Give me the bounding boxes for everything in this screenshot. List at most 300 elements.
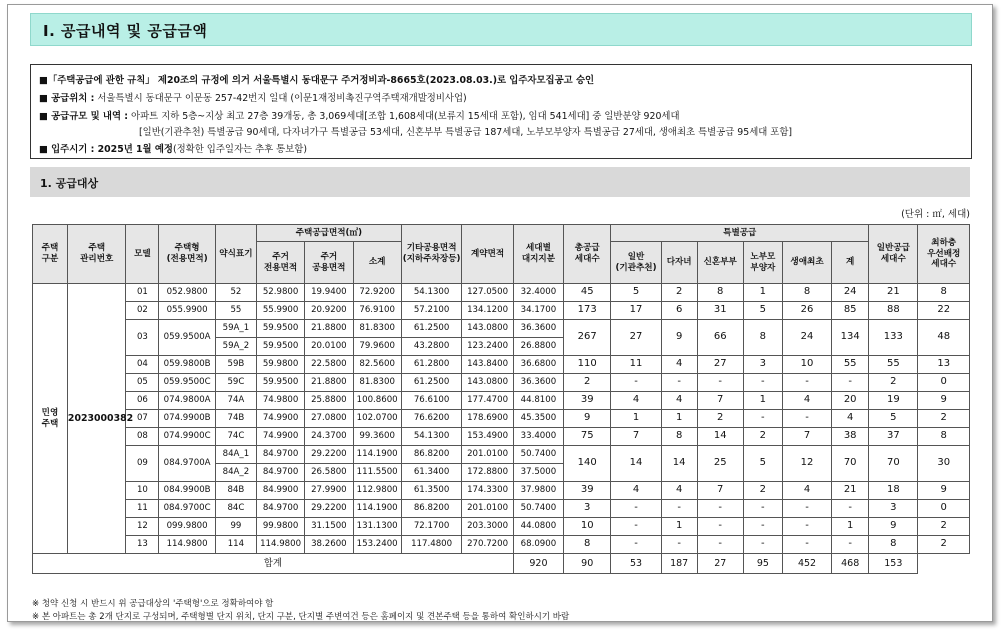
th-special-group: 특별공급 <box>611 225 869 242</box>
subtotal-area-cell: 76.9100 <box>353 302 401 320</box>
th-lowest-floor: 최하층 우선배정 세대수 <box>918 225 970 284</box>
land-share-cell: 45.3500 <box>513 410 563 428</box>
land-share-cell: 36.3600 <box>513 320 563 338</box>
totals-first-cell: 95 <box>743 554 782 574</box>
contract-area-cell: 123.2400 <box>462 338 513 356</box>
general-count-cell: 133 <box>869 320 918 356</box>
sum-count-cell: - <box>832 500 869 518</box>
model-cell: 10 <box>126 482 159 500</box>
subtotal-area-cell: 81.8300 <box>353 320 401 338</box>
short-label-cell: 99 <box>215 518 256 536</box>
land-share-cell: 44.8100 <box>513 392 563 410</box>
lowest-count-cell: 13 <box>918 356 970 374</box>
table-row <box>33 392 970 410</box>
other-common-cell: 61.3500 <box>401 482 462 500</box>
totals-lowest-cell: 153 <box>869 554 918 574</box>
land-share-cell: 50.7400 <box>513 500 563 518</box>
other-common-cell: 43.2800 <box>401 338 462 356</box>
table-row <box>33 428 970 446</box>
totals-elder-cell: 27 <box>697 554 743 574</box>
exclusive-area-cell: 84.9700 <box>256 464 304 482</box>
contract-area-cell: 143.8400 <box>462 356 513 374</box>
th-area-common: 주거 공용면적 <box>305 242 353 284</box>
general-count-cell: 55 <box>869 356 918 374</box>
move-in-line: ■ 입주시기 : 2025년 1월 예정(정확한 입주일자는 추후 통보함) <box>39 144 307 155</box>
lowest-count-cell: 2 <box>918 536 970 554</box>
total-supply-cell: 267 <box>564 320 611 356</box>
approval-line: ■「주택공급에 관한 규칙」 제20조의 규정에 의거 서울특별시 동대문구 주거정비과-8665호(2023.08.03.)로 입주자모집공고 승인 <box>39 75 595 86</box>
table-row <box>33 536 970 554</box>
first-count-cell: - <box>782 410 831 428</box>
land-share-cell: 32.4000 <box>513 284 563 302</box>
housing-type-cell: 055.9900 <box>159 302 216 320</box>
sum-count-cell: 55 <box>832 356 869 374</box>
contract-area-cell: 201.0100 <box>462 500 513 518</box>
th-sp-multi: 다자녀 <box>661 242 697 284</box>
housing-type-cell: 074.9900B <box>159 410 216 428</box>
exclusive-area-cell: 55.9900 <box>256 302 304 320</box>
housing-type-cell: 074.9800A <box>159 392 216 410</box>
lowest-count-cell: 9 <box>918 482 970 500</box>
th-housing-type: 주택형 (전용면적) <box>159 225 216 284</box>
th-sp-sum: 계 <box>832 242 869 284</box>
sum-count-cell: 85 <box>832 302 869 320</box>
sum-count-cell: 1 <box>832 518 869 536</box>
table-row <box>33 500 970 518</box>
lowest-count-cell: 8 <box>918 284 970 302</box>
subtotal-area-cell: 100.8600 <box>353 392 401 410</box>
lowest-count-cell: 0 <box>918 374 970 392</box>
newly-count-cell: 66 <box>697 320 743 356</box>
totals-sum-cell: 452 <box>782 554 831 574</box>
multi-count-cell: 4 <box>661 482 697 500</box>
land-share-cell: 33.4000 <box>513 428 563 446</box>
subtotal-area-cell: 114.1900 <box>353 446 401 464</box>
table-row <box>33 518 970 536</box>
newly-count-cell: - <box>697 374 743 392</box>
gen-count-cell: 5 <box>611 284 661 302</box>
model-cell: 06 <box>126 392 159 410</box>
model-cell: 07 <box>126 410 159 428</box>
general-count-cell: 5 <box>869 410 918 428</box>
totals-row <box>33 554 970 574</box>
other-common-cell: 61.3400 <box>401 464 462 482</box>
supply-scale-line: ■ 공급규모 및 내역 : 아파트 지하 5층~지상 최고 27층 39개동, 총 3,069세대[조합 1,608세대(보류지 15세대 포함), 임대 541세대] 중 일반분양 920세대 <box>39 111 680 122</box>
subtotal-area-cell: 99.3600 <box>353 428 401 446</box>
table-row <box>33 320 970 338</box>
gen-count-cell: - <box>611 518 661 536</box>
subtotal-area-cell: 114.1900 <box>353 500 401 518</box>
first-count-cell: 10 <box>782 356 831 374</box>
th-sp-elderly: 노부모 부양자 <box>743 242 782 284</box>
totals-general-cell: 468 <box>832 554 869 574</box>
common-area-cell: 21.8800 <box>305 320 353 338</box>
exclusive-area-cell: 59.9500 <box>256 374 304 392</box>
supply-table <box>32 224 970 574</box>
newly-count-cell: 14 <box>697 428 743 446</box>
model-cell: 08 <box>126 428 159 446</box>
total-supply-cell: 39 <box>564 392 611 410</box>
newly-count-cell: 31 <box>697 302 743 320</box>
general-count-cell: 88 <box>869 302 918 320</box>
gen-count-cell: - <box>611 536 661 554</box>
housing-type-cell: 114.9800 <box>159 536 216 554</box>
elder-count-cell: 2 <box>743 482 782 500</box>
housing-type-cell: 099.9800 <box>159 518 216 536</box>
sum-count-cell: 38 <box>832 428 869 446</box>
other-common-cell: 61.2500 <box>401 320 462 338</box>
exclusive-area-cell: 84.9700 <box>256 500 304 518</box>
gen-count-cell: 4 <box>611 482 661 500</box>
housing-type-cell: 059.9500C <box>159 374 216 392</box>
first-count-cell: - <box>782 374 831 392</box>
table-row <box>33 374 970 392</box>
section-title: 1. 공급대상 <box>40 177 99 190</box>
model-cell: 11 <box>126 500 159 518</box>
gen-count-cell: 1 <box>611 410 661 428</box>
general-count-cell: 21 <box>869 284 918 302</box>
multi-count-cell: 4 <box>661 392 697 410</box>
lowest-count-cell: 0 <box>918 500 970 518</box>
short-label-cell: 84B <box>215 482 256 500</box>
th-contract-area: 계약면적 <box>462 225 513 284</box>
totals-newly-cell: 187 <box>661 554 697 574</box>
total-supply-cell: 2 <box>564 374 611 392</box>
other-common-cell: 72.1700 <box>401 518 462 536</box>
short-label-cell: 84A_2 <box>215 464 256 482</box>
other-common-cell: 61.2800 <box>401 356 462 374</box>
page-title: Ⅰ. 공급내역 및 공급금액 <box>43 22 208 40</box>
footnotes <box>32 598 569 624</box>
newly-count-cell: 27 <box>697 356 743 374</box>
total-supply-cell: 173 <box>564 302 611 320</box>
elder-count-cell: 2 <box>743 428 782 446</box>
th-sp-first: 생애최초 <box>782 242 831 284</box>
common-area-cell: 24.3700 <box>305 428 353 446</box>
lowest-count-cell: 48 <box>918 320 970 356</box>
elder-count-cell: - <box>743 500 782 518</box>
general-count-cell: 9 <box>869 518 918 536</box>
contract-area-cell: 203.3000 <box>462 518 513 536</box>
contract-area-cell: 178.6900 <box>462 410 513 428</box>
short-label-cell: 114 <box>215 536 256 554</box>
totals-gen-cell: 90 <box>564 554 611 574</box>
housing-type-cell: 084.9700C <box>159 500 216 518</box>
exclusive-area-cell: 74.9900 <box>256 428 304 446</box>
exclusive-area-cell: 59.9800 <box>256 356 304 374</box>
contract-area-cell: 153.4900 <box>462 428 513 446</box>
housing-type-cell: 059.9500A <box>159 320 216 356</box>
land-share-cell: 44.0800 <box>513 518 563 536</box>
elder-count-cell: 1 <box>743 392 782 410</box>
elder-count-cell: 8 <box>743 320 782 356</box>
multi-count-cell: 4 <box>661 356 697 374</box>
general-count-cell: 70 <box>869 446 918 482</box>
exclusive-area-cell: 52.9800 <box>256 284 304 302</box>
newly-count-cell: 7 <box>697 392 743 410</box>
land-share-cell: 68.0900 <box>513 536 563 554</box>
sum-count-cell: 134 <box>832 320 869 356</box>
general-count-cell: 3 <box>869 500 918 518</box>
multi-count-cell: 8 <box>661 428 697 446</box>
multi-count-cell: 14 <box>661 446 697 482</box>
gen-count-cell: 4 <box>611 392 661 410</box>
common-area-cell: 27.9900 <box>305 482 353 500</box>
land-share-cell: 37.5000 <box>513 464 563 482</box>
lowest-count-cell: 8 <box>918 428 970 446</box>
short-label-cell: 52 <box>215 284 256 302</box>
first-count-cell: - <box>782 536 831 554</box>
model-cell: 04 <box>126 356 159 374</box>
elder-count-cell: - <box>743 518 782 536</box>
housing-type-cell: 084.9700A <box>159 446 216 482</box>
other-common-cell: 54.1300 <box>401 284 462 302</box>
sum-count-cell: 24 <box>832 284 869 302</box>
model-cell: 05 <box>126 374 159 392</box>
gen-count-cell: 17 <box>611 302 661 320</box>
other-common-cell: 76.6100 <box>401 392 462 410</box>
other-common-cell: 57.2100 <box>401 302 462 320</box>
short-label-cell: 84A_1 <box>215 446 256 464</box>
total-supply-cell: 140 <box>564 446 611 482</box>
land-share-cell: 36.6800 <box>513 356 563 374</box>
th-short-label: 약식표기 <box>215 225 256 284</box>
housing-type-cell: 084.9900B <box>159 482 216 500</box>
gen-count-cell: 27 <box>611 320 661 356</box>
common-area-cell: 31.1500 <box>305 518 353 536</box>
elder-count-cell: 1 <box>743 284 782 302</box>
approval-info-box <box>30 64 972 159</box>
gen-count-cell: 7 <box>611 428 661 446</box>
multi-count-cell: - <box>661 374 697 392</box>
elder-count-cell: - <box>743 374 782 392</box>
short-label-cell: 59A_1 <box>215 320 256 338</box>
unit-label: (단위 : ㎡, 세대) <box>901 209 970 220</box>
exclusive-area-cell: 84.9700 <box>256 446 304 464</box>
table-row <box>33 410 970 428</box>
first-count-cell: 8 <box>782 284 831 302</box>
common-area-cell: 38.2600 <box>305 536 353 554</box>
th-mgmt-no: 주택 관리번호 <box>67 225 126 284</box>
table-row <box>33 356 970 374</box>
common-area-cell: 22.5800 <box>305 356 353 374</box>
common-area-cell: 21.8800 <box>305 374 353 392</box>
newly-count-cell: 25 <box>697 446 743 482</box>
newly-count-cell: 7 <box>697 482 743 500</box>
other-common-cell: 76.6200 <box>401 410 462 428</box>
other-common-cell: 86.8200 <box>401 446 462 464</box>
land-share-cell: 36.3600 <box>513 374 563 392</box>
contract-area-cell: 143.0800 <box>462 374 513 392</box>
subtotal-area-cell: 111.5500 <box>353 464 401 482</box>
subtotal-area-cell: 153.2400 <box>353 536 401 554</box>
contract-area-cell: 127.0500 <box>462 284 513 302</box>
short-label-cell: 55 <box>215 302 256 320</box>
multi-count-cell: 1 <box>661 518 697 536</box>
page-title-bar <box>30 13 972 46</box>
first-count-cell: 24 <box>782 320 831 356</box>
land-share-cell: 50.7400 <box>513 446 563 464</box>
th-sp-newlywed: 신혼부부 <box>697 242 743 284</box>
exclusive-area-cell: 99.9800 <box>256 518 304 536</box>
general-count-cell: 2 <box>869 374 918 392</box>
gen-count-cell: 11 <box>611 356 661 374</box>
short-label-cell: 74B <box>215 410 256 428</box>
total-supply-cell: 39 <box>564 482 611 500</box>
contract-area-cell: 177.4700 <box>462 392 513 410</box>
elder-count-cell: 5 <box>743 446 782 482</box>
table-row <box>33 482 970 500</box>
mgmt-no-cell: 2023000382 <box>67 284 126 554</box>
section-header <box>30 167 970 197</box>
gen-count-cell: - <box>611 374 661 392</box>
totals-total-cell: 920 <box>513 554 563 574</box>
contract-area-cell: 201.0100 <box>462 446 513 464</box>
exclusive-area-cell: 59.9500 <box>256 320 304 338</box>
house-type-cell: 민영 주택 <box>33 284 68 554</box>
contract-area-cell: 172.8800 <box>462 464 513 482</box>
exclusive-area-cell: 114.9800 <box>256 536 304 554</box>
total-supply-cell: 10 <box>564 518 611 536</box>
contract-area-cell: 143.0800 <box>462 320 513 338</box>
housing-type-cell: 074.9900C <box>159 428 216 446</box>
land-share-cell: 34.1700 <box>513 302 563 320</box>
model-cell: 03 <box>126 320 159 356</box>
short-label-cell: 59B <box>215 356 256 374</box>
general-count-cell: 18 <box>869 482 918 500</box>
gen-count-cell: - <box>611 500 661 518</box>
subtotal-area-cell: 81.8300 <box>353 374 401 392</box>
total-supply-cell: 110 <box>564 356 611 374</box>
first-count-cell: 4 <box>782 392 831 410</box>
special-supply-breakdown: [일반(기관추천) 특별공급 90세대, 다자녀가구 특별공급 53세대, 신혼부부 특별공급 187세대, 노부모부양자 특별공급 27세대, 생애최초 특별공급 95세대 포함] <box>139 127 793 138</box>
elder-count-cell: - <box>743 410 782 428</box>
table-row <box>33 284 970 302</box>
lowest-count-cell: 9 <box>918 392 970 410</box>
general-count-cell: 19 <box>869 392 918 410</box>
multi-count-cell: 2 <box>661 284 697 302</box>
th-general-supply: 일반공급 세대수 <box>869 225 918 284</box>
first-count-cell: 4 <box>782 482 831 500</box>
total-supply-cell: 45 <box>564 284 611 302</box>
supply-location-line: ■ 공급위치 : 서울특별시 동대문구 이문동 257-42번지 일대 (이문1재정비촉진구역주택재개발정비사업) <box>39 93 467 104</box>
lowest-count-cell: 22 <box>918 302 970 320</box>
th-area-subtotal: 소계 <box>353 242 401 284</box>
model-cell: 01 <box>126 284 159 302</box>
sum-count-cell: 70 <box>832 446 869 482</box>
th-model: 모델 <box>126 225 159 284</box>
multi-count-cell: - <box>661 500 697 518</box>
short-label-cell: 74A <box>215 392 256 410</box>
short-label-cell: 59C <box>215 374 256 392</box>
other-common-cell: 61.2500 <box>401 374 462 392</box>
general-count-cell: 8 <box>869 536 918 554</box>
table-row <box>33 446 970 464</box>
model-cell: 02 <box>126 302 159 320</box>
elder-count-cell: - <box>743 536 782 554</box>
model-cell: 12 <box>126 518 159 536</box>
lowest-count-cell: 30 <box>918 446 970 482</box>
th-total-supply: 총공급 세대수 <box>564 225 611 284</box>
th-area-group: 주택공급면적(㎡) <box>256 225 401 242</box>
common-area-cell: 26.5800 <box>305 464 353 482</box>
th-other-common: 기타공용면적 (지하주차장등) <box>401 225 462 284</box>
short-label-cell: 74C <box>215 428 256 446</box>
sum-count-cell: - <box>832 374 869 392</box>
contract-area-cell: 174.3300 <box>462 482 513 500</box>
other-common-cell: 86.8200 <box>401 500 462 518</box>
elder-count-cell: 3 <box>743 356 782 374</box>
short-label-cell: 84C <box>215 500 256 518</box>
sum-count-cell: 4 <box>832 410 869 428</box>
total-supply-cell: 9 <box>564 410 611 428</box>
exclusive-area-cell: 74.9800 <box>256 392 304 410</box>
newly-count-cell: - <box>697 518 743 536</box>
multi-count-cell: 6 <box>661 302 697 320</box>
sum-count-cell: 21 <box>832 482 869 500</box>
total-supply-cell: 75 <box>564 428 611 446</box>
elder-count-cell: 5 <box>743 302 782 320</box>
subtotal-area-cell: 72.9200 <box>353 284 401 302</box>
totals-multi-cell: 53 <box>611 554 661 574</box>
short-label-cell: 59A_2 <box>215 338 256 356</box>
th-house-type: 주택 구분 <box>33 225 68 284</box>
total-supply-cell: 8 <box>564 536 611 554</box>
multi-count-cell: 1 <box>661 410 697 428</box>
total-supply-cell: 3 <box>564 500 611 518</box>
gen-count-cell: 14 <box>611 446 661 482</box>
common-area-cell: 19.9400 <box>305 284 353 302</box>
model-cell: 13 <box>126 536 159 554</box>
newly-count-cell: 2 <box>697 410 743 428</box>
housing-type-cell: 059.9800B <box>159 356 216 374</box>
first-count-cell: 7 <box>782 428 831 446</box>
common-area-cell: 25.8800 <box>305 392 353 410</box>
other-common-cell: 54.1300 <box>401 428 462 446</box>
lowest-count-cell: 2 <box>918 410 970 428</box>
multi-count-cell: - <box>661 536 697 554</box>
contract-area-cell: 134.1200 <box>462 302 513 320</box>
subtotal-area-cell: 82.5600 <box>353 356 401 374</box>
other-common-cell: 117.4800 <box>401 536 462 554</box>
exclusive-area-cell: 84.9900 <box>256 482 304 500</box>
model-cell: 09 <box>126 446 159 482</box>
subtotal-area-cell: 79.9600 <box>353 338 401 356</box>
first-count-cell: - <box>782 518 831 536</box>
exclusive-area-cell: 59.9500 <box>256 338 304 356</box>
housing-type-cell: 052.9800 <box>159 284 216 302</box>
subtotal-area-cell: 102.0700 <box>353 410 401 428</box>
land-share-cell: 26.8800 <box>513 338 563 356</box>
common-area-cell: 20.9200 <box>305 302 353 320</box>
lowest-count-cell: 2 <box>918 518 970 536</box>
newly-count-cell: 8 <box>697 284 743 302</box>
footnote: ※ 본 아파트는 총 2개 단지로 구성되며, 주택형별 단지 위치, 단지 구분, 단지별 주변여건 등은 홈페이지 및 견본주택 등을 통하여 확인하시기 바람 <box>32 612 570 622</box>
first-count-cell: 12 <box>782 446 831 482</box>
newly-count-cell: - <box>697 536 743 554</box>
common-area-cell: 29.2200 <box>305 500 353 518</box>
subtotal-area-cell: 112.9800 <box>353 482 401 500</box>
land-share-cell: 37.9800 <box>513 482 563 500</box>
contract-area-cell: 270.7200 <box>462 536 513 554</box>
first-count-cell: 26 <box>782 302 831 320</box>
table-row <box>33 302 970 320</box>
common-area-cell: 27.0800 <box>305 410 353 428</box>
sum-count-cell: 20 <box>832 392 869 410</box>
multi-count-cell: 9 <box>661 320 697 356</box>
th-sp-general: 일반 (기관추천) <box>611 242 661 284</box>
exclusive-area-cell: 74.9900 <box>256 410 304 428</box>
